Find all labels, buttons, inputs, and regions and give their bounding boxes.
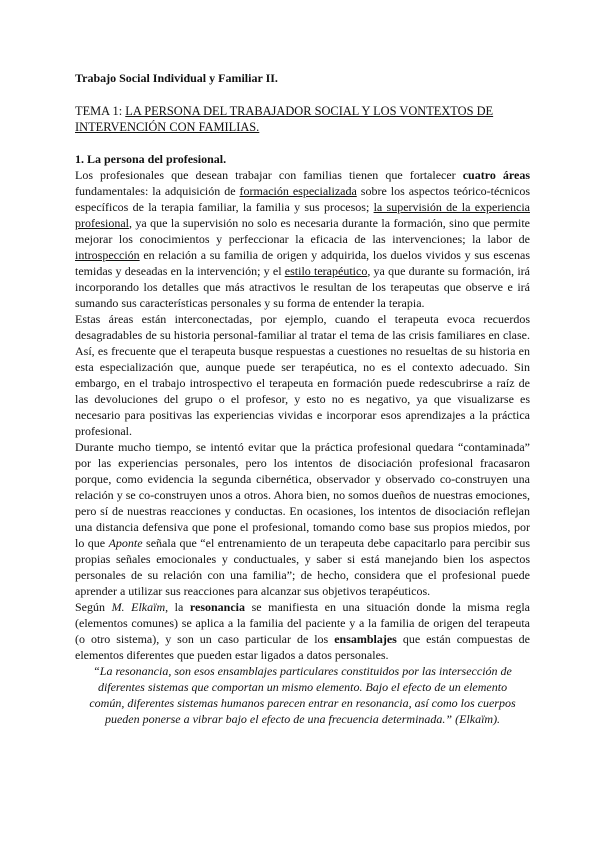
p3-italic-aponte: Aponte xyxy=(108,536,143,550)
p3-text-a: Durante mucho tiempo, se intentó evitar que la práctica profesional quedara “contaminada” por las experiencias personales, pero los intentos de disociación profesional fracasaron porque, como evidencia la segunda cibernética, observador y observado co-construyen una relación y se co-construyen unos a otros. Ahora bien, no somos dueños de nuestras emociones, pero sí de nuestras reacciones y conductas. En ocasiones, los intentos de disociación reflejan una distancia defensiva que pone el profesional, tomando como base sus propios miedos, por lo que xyxy=(75,440,530,550)
tema-heading xyxy=(75,103,535,135)
p1-text-e: sobre los aspectos teórico-técnicos específicos de la terapia familiar, la familia y sus procesos; xyxy=(75,184,530,214)
quote-elkaim: “La resonancia, son esos ensamblajes particulares constituidos por las intersección de diferentes sistemas que comportan un mismo elemento. Bajo el efecto de un elemento común, diferentes sistemas humanos parecen entrar en resonancia, así como los cuerpos pueden ponerse a vibrar bajo el efecto de una frecuencia determinada.” (Elkaïm). xyxy=(89,664,516,726)
p1-underline-estilo: estilo terapéutico xyxy=(284,264,368,278)
section-heading: 1. La persona del profesional. xyxy=(75,152,227,166)
p4-text-g: que están compuestas de elementos diferentes que pueden estar ligados a datos personales. xyxy=(75,632,530,662)
paragraph-2: Estas áreas están interconectadas, por ejemplo, cuando el terapeuta evoca recuerdos desagradables de su historia personal-familiar al tratar el tema de las crisis familiares en clase. Así, es frecuente que el terapeuta busque respuestas a cuestiones no resueltas de su historia en esta especialización que, aunque puede ser terapéutica, no es el contexto adecuado. Sin embargo, en el trabajo introspectivo el terapeuta en formación puede redescubrirse a raíz de las devoluciones del grupo o el profesor, y esto no es negativo, ya que visualizarse es necesario para positivas las experiencias vividas e incorporar esos aprendizajes a la práctica profesional. xyxy=(75,312,530,438)
p4-bold-resonancia: resonancia xyxy=(189,600,246,614)
section-persona-profesional xyxy=(75,151,530,727)
p4-italic-elkaim: M. Elkaïm xyxy=(111,600,166,614)
p4-bold-ensamblajes: ensamblajes xyxy=(334,632,397,646)
p4-text-e: se manifiesta en una situación donde la misma regla (elementos comunes) se aplica a la familia del paciente y a la familia de origen del terapeuta (o otro sistema), y son un caso particular de los xyxy=(75,600,530,646)
p1-text-g: , ya que la supervisión no solo es necesaria durante la formación, sino que permite mejorar los conocimientos y perfeccionar la eficacia de las intervenciones; la labor de xyxy=(75,216,530,246)
p3-text-c: señala que “el entrenamiento de un terapeuta debe capacitarlo para percibir sus propias señales emocionales y conductuales, y saber si está manejando bien los aspectos personales de su relación con una familia”; de hecho, considera que el profesional puede aprender a utilizar sus reacciones para alcanzar sus objetivos terapéuticos. xyxy=(75,536,530,598)
document-title: Trabajo Social Individual y Familiar II. xyxy=(75,71,278,85)
p1-underline-introspeccion: introspección xyxy=(75,248,140,262)
tema-label: TEMA 1: xyxy=(75,104,126,118)
p1-underline-formacion: formación especializada xyxy=(239,184,357,198)
p1-text-k: , ya que durante su formación, irá incorporando los detalles que más atractivos le resultan de los terapeutas que observe e irá sumando sus características personales y su forma de entender la terapia. xyxy=(75,264,530,310)
paragraph-4 xyxy=(75,599,530,663)
p1-bold-cuatro-areas: cuatro áreas xyxy=(462,168,530,182)
p4-text-c: , la xyxy=(165,600,190,614)
p1-underline-supervision: la supervisión de la experiencia profesional xyxy=(75,200,530,230)
p1-text-i: en relación a su familia de origen y adquirida, los duelos vividos y sus escenas temidas y deseadas en la intervención; y el xyxy=(75,248,530,278)
p1-text-c: fundamentales: la adquisición de xyxy=(75,184,240,198)
p4-text-a: Según xyxy=(75,600,112,614)
paragraph-3 xyxy=(75,439,530,599)
paragraph-1 xyxy=(75,167,530,311)
p1-text-a: Los profesionales que desean trabajar con familias tienen que fortalecer xyxy=(75,168,463,182)
tema-title: LA PERSONA DEL TRABAJADOR SOCIAL Y LOS VONTEXTOS DE INTERVENCIÓN CON FAMILIAS. xyxy=(75,104,494,134)
